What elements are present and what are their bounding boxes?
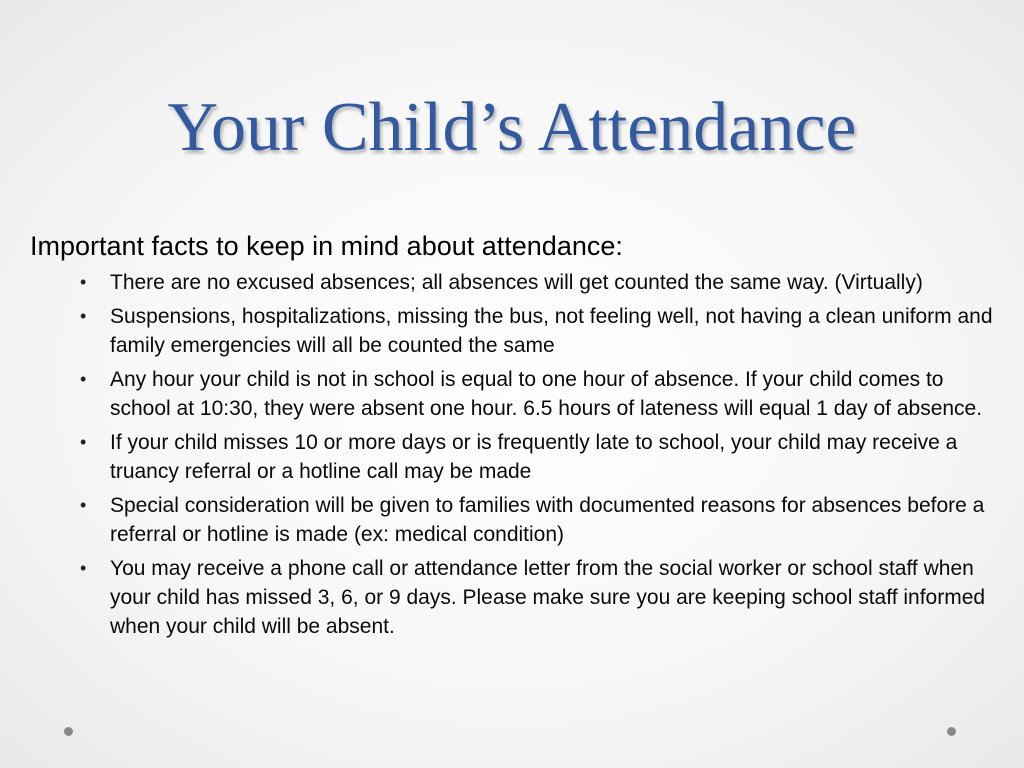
bullet-item — [80, 302, 1000, 360]
bullet-item — [80, 491, 1000, 549]
bullet-text: There are no excused absences; all absences will get counted the same way. (Virtually) — [110, 271, 923, 294]
bullet-text: Suspensions, hospitalizations, missing the bus, not feeling well, not having a clean uniform and family emergencies will all be counted the same — [110, 305, 993, 357]
bullet-text: If your child misses 10 or more days or is frequently late to school, your child may receive a truancy referral or a hotline call may be made — [110, 431, 958, 483]
bullet-text: Special consideration will be given to families with documented reasons for absences before a referral or hotline is made (ex: medical condition) — [110, 494, 985, 546]
bullet-icon: • — [80, 306, 87, 326]
bullet-icon: • — [80, 272, 87, 292]
bullet-item — [80, 428, 1000, 486]
decorative-dot-right-icon — [947, 727, 956, 736]
bullet-text: Any hour your child is not in school is equal to one hour of absence. If your child comes to school at 10:30, they were absent one hour. 6.5 hours of lateness will equal 1 day of absence. — [110, 368, 983, 420]
bullet-list — [30, 268, 1000, 641]
decorative-dot-left-icon — [64, 727, 73, 736]
bullet-text: You may receive a phone call or attendance letter from the social worker or school staff when your child has missed 3, 6, or 9 days. Please make sure you are keeping school staff informed when your child will be absent. — [110, 557, 986, 638]
bullet-icon: • — [80, 558, 87, 578]
slide-content — [30, 226, 1000, 646]
bullet-icon: • — [80, 432, 87, 452]
bullet-item — [80, 554, 1000, 641]
bullet-item — [80, 268, 1000, 297]
content-heading: Important facts to keep in mind about attendance: — [30, 231, 623, 261]
bullet-item — [80, 365, 1000, 423]
slide-title: Your Child’s Attendance — [167, 89, 857, 166]
bullet-icon: • — [80, 495, 87, 515]
bullet-icon: • — [80, 369, 87, 389]
